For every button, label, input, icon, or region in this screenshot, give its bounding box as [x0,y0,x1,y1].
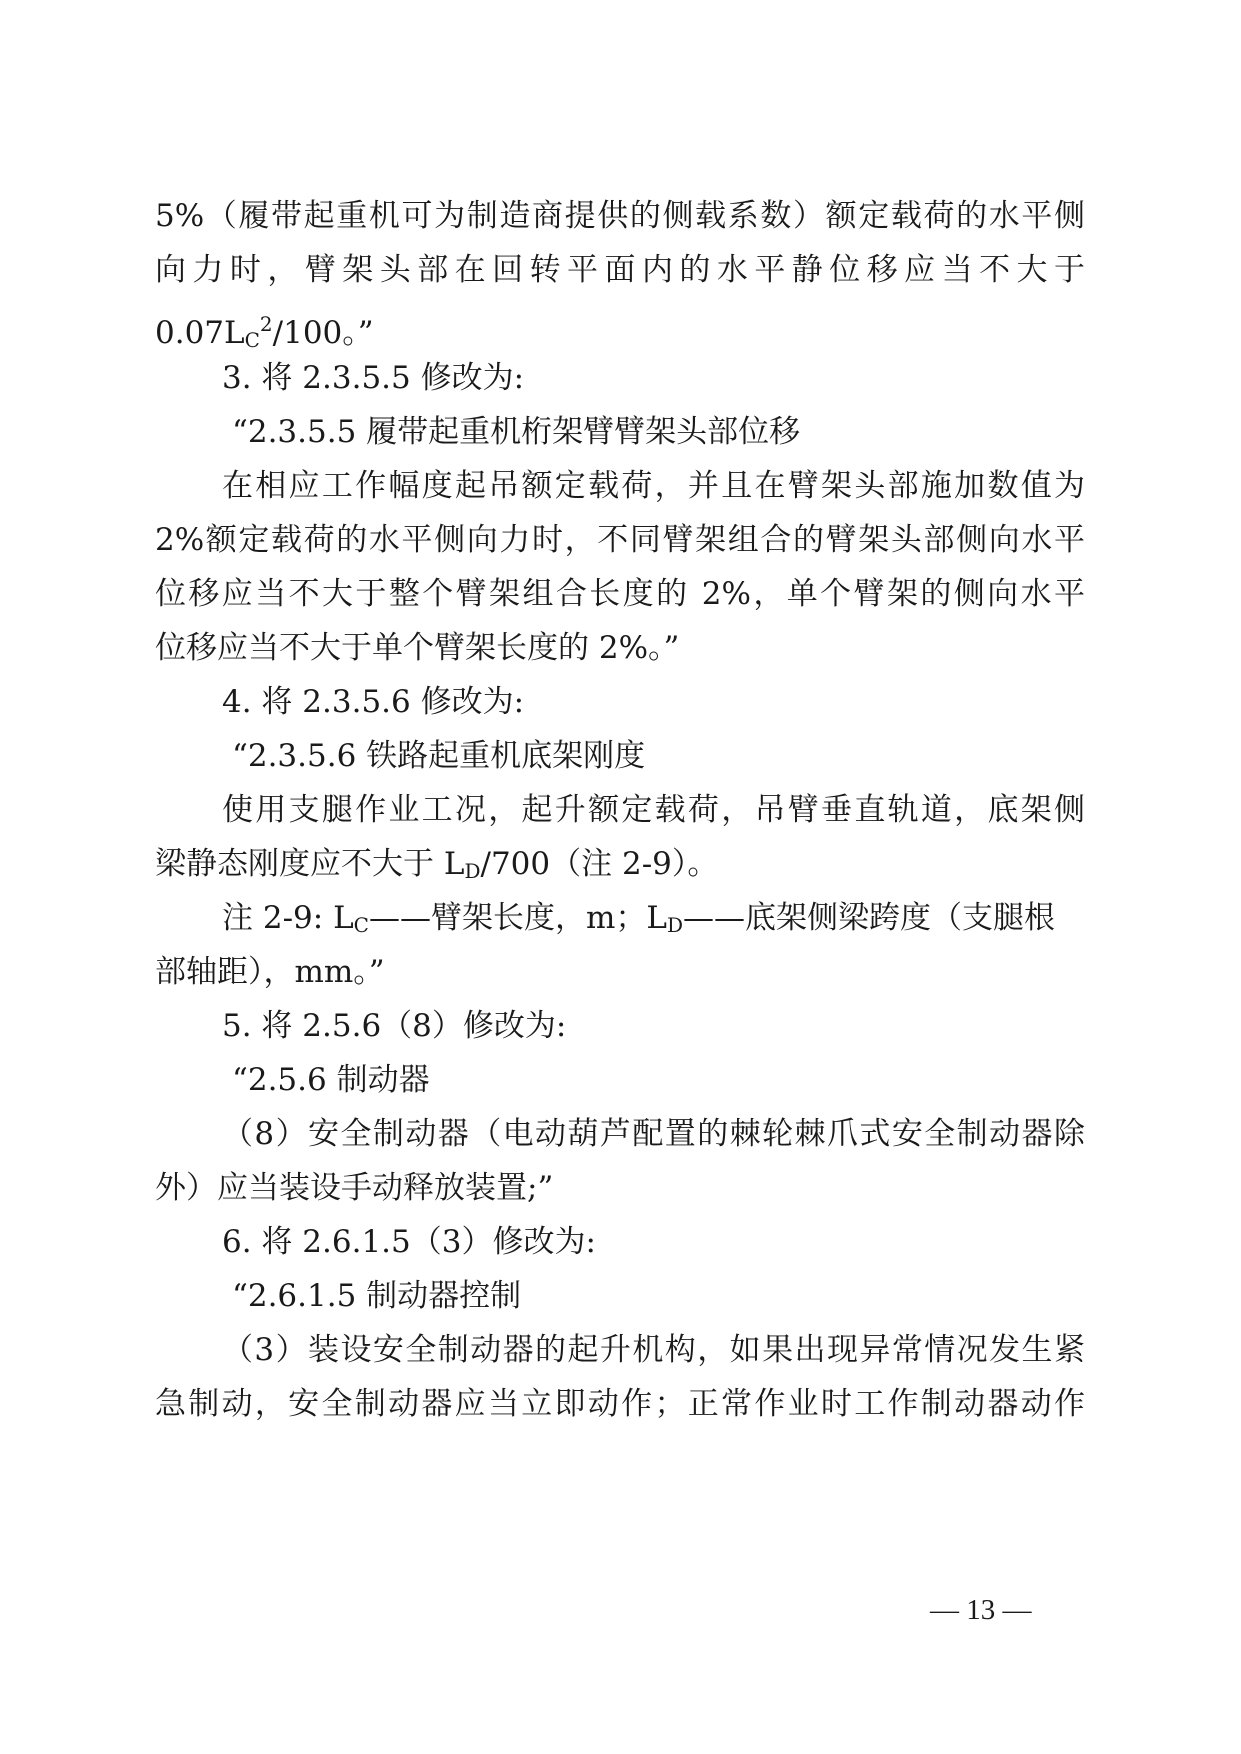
text-part: /700（注 2-9）。 [480,846,719,882]
text-line [155,844,1085,891]
text-line: 在相应工作幅度起吊额定载荷，并且在臂架头部施加数值为 [222,468,1085,504]
text-line: 部轴距），mm。” [155,954,385,990]
subscript: D [464,859,481,883]
formula-part: 0.07L [155,315,245,351]
text-line: 位移应当不大于整个臂架组合长度的 2%，单个臂架的侧向水平 [155,576,1085,612]
amendment-heading: 3. 将 2.3.5.5 修改为: [222,360,525,396]
formula-line [155,304,1085,360]
clause-title: “2.3.5.5 履带起重机桁架臂臂架头部位移 [232,414,801,450]
text-part: ——底架侧梁跨度（支腿根 [683,900,1056,936]
amendment-heading: 5. 将 2.5.6（8）修改为: [222,1008,567,1044]
text-line: 5%（履带起重机可为制造商提供的侧载系数）额定载荷的水平侧 [155,198,1085,234]
amendment-heading: 4. 将 2.3.5.6 修改为: [222,684,525,720]
text-line: 位移应当不大于单个臂架长度的 2%。” [155,630,680,666]
clause-title: “2.6.1.5 制动器控制 [232,1278,522,1314]
text-line: 2%额定载荷的水平侧向力时，不同臂架组合的臂架头部侧向水平 [155,522,1085,558]
text-part: 注 2-9: L [222,900,354,936]
text-line: （3）装设安全制动器的起升机构，如果出现异常情况发生紧 [222,1332,1085,1368]
text-line: 急制动，安全制动器应当立即动作；正常作业时工作制动器动作 [155,1386,1085,1422]
text-part: ——臂架长度，m；L [368,900,667,936]
subscript: D [666,913,684,937]
clause-title: “2.3.5.6 铁路起重机底架刚度 [232,738,646,774]
page-number: — 13 — [930,1594,1032,1626]
clause-title: “2.5.6 制动器 [232,1062,430,1098]
amendment-heading: 6. 将 2.6.1.5（3）修改为: [222,1224,596,1260]
text-line: （8）安全制动器（电动葫芦配置的棘轮棘爪式安全制动器除 [222,1116,1085,1152]
text-line: 使用支腿作业工况，起升额定载荷，吊臂垂直轨道，底架侧 [222,792,1085,828]
text-line: 外）应当装设手动释放装置;” [155,1170,554,1206]
note-line [222,898,1085,945]
subscript: C [353,913,369,937]
formula-superscript: 2 [259,312,273,336]
formula-part: /100。” [272,315,374,351]
text-part: 梁静态刚度应不大于 L [155,846,465,882]
text-line: 向力时，臂架头部在回转平面内的水平静位移应当不大于 [155,252,1085,288]
formula-subscript: C [244,328,260,352]
